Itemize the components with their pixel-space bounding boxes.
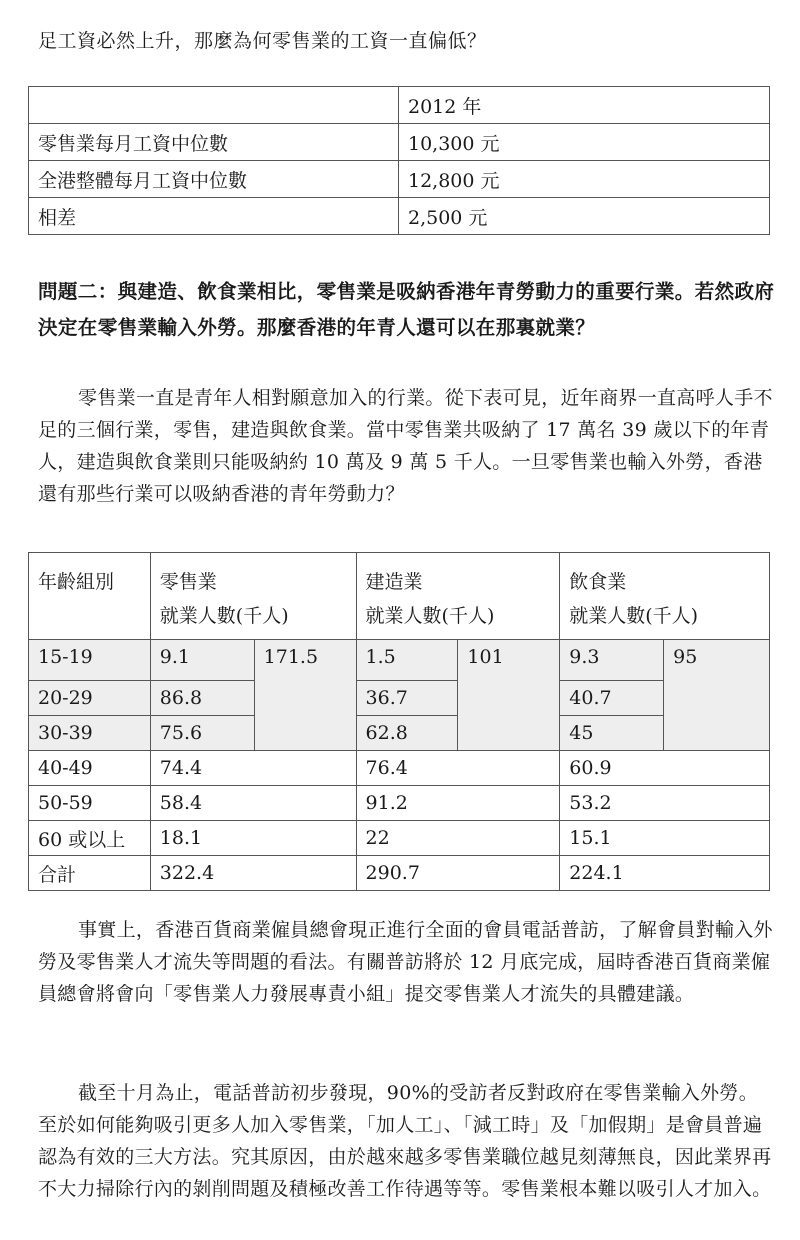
industry-name: 建造業 <box>365 571 423 593</box>
value-cell: 40.7 <box>560 681 664 716</box>
wage-table <box>28 86 770 235</box>
value-cell: 53.2 <box>560 786 770 821</box>
table-row <box>29 124 770 161</box>
age-cell: 30-39 <box>29 716 151 751</box>
table-cell: 零售業每月工資中位數 <box>29 124 399 161</box>
table-row <box>29 161 770 198</box>
age-cell: 50-59 <box>29 786 151 821</box>
value-cell: 74.4 <box>150 751 356 786</box>
table-cell: 12,800 元 <box>399 161 770 198</box>
age-group-header: 年齡組別 <box>29 553 151 640</box>
value-cell: 1.5 <box>356 640 458 681</box>
subtotal-cell: 95 <box>664 640 770 751</box>
table-row <box>29 640 770 681</box>
table-row <box>29 716 770 751</box>
intro-line: 足工資必然上升，那麼為何零售業的工資一直偏低？ <box>38 30 487 52</box>
table-total-row <box>29 856 770 891</box>
subtotal-cell: 101 <box>458 640 560 751</box>
employment-table <box>28 552 770 891</box>
table-cell: 2012 年 <box>399 87 770 124</box>
paragraph-youth-employment: 零售業一直是青年人相對願意加入的行業。從下表可見，近年商界一直高呼人手不足的三個行業，零售，建造與飲食業。當中零售業共吸納了 17 萬名 39 歲以下的年青人，建造與飲食業則只能吸納約 10 萬及 9 萬 5 千人。一旦零售業也輸入外勞，香港還有那些行業可以吸納香港的青年勞動力？ <box>38 387 773 505</box>
table-header-row <box>29 553 770 640</box>
value-cell: 58.4 <box>150 786 356 821</box>
age-cell: 20-29 <box>29 681 151 716</box>
value-cell: 22 <box>356 821 560 856</box>
age-cell: 40-49 <box>29 751 151 786</box>
question-two-heading: 問題二：與建造、飲食業相比，零售業是吸納香港年青勞動力的重要行業。若然政府決定在零售業輸入外勞。那麼香港的年青人還可以在那裏就業？ <box>38 280 775 339</box>
table-cell <box>29 87 399 124</box>
value-cell: 86.8 <box>150 681 254 716</box>
table-row <box>29 681 770 716</box>
industry-header-catering <box>560 553 770 640</box>
paragraph-findings: 截至十月為止，電話普訪初步發現，90%的受訪者反對政府在零售業輸入外勞。至於如何能夠吸引更多人加入零售業，「加人工」、「減工時」及「加假期」是會員普遍認為有效的三大方法。究其原因，由於越來越多零售業職位越見刻薄無良，因此業界再不大力掃除行內的剝削問題及積極改善工作待遇等等。零售業根本難以吸引人才加入。 <box>38 1082 772 1200</box>
table-row <box>29 786 770 821</box>
industry-unit: 就業人數(千人) <box>159 605 289 627</box>
value-cell: 290.7 <box>356 856 560 891</box>
table-row <box>29 821 770 856</box>
table-row <box>29 751 770 786</box>
value-cell: 15.1 <box>560 821 770 856</box>
industry-unit: 就業人數(千人) <box>365 605 495 627</box>
value-cell: 36.7 <box>356 681 458 716</box>
value-cell: 45 <box>560 716 664 751</box>
age-cell: 合計 <box>29 856 151 891</box>
value-cell: 76.4 <box>356 751 560 786</box>
age-cell: 15-19 <box>29 640 151 681</box>
value-cell: 9.3 <box>560 640 664 681</box>
table-cell: 相差 <box>29 198 399 235</box>
table-row <box>29 198 770 235</box>
industry-header-retail <box>150 553 356 640</box>
table-cell: 全港整體每月工資中位數 <box>29 161 399 198</box>
value-cell: 62.8 <box>356 716 458 751</box>
value-cell: 224.1 <box>560 856 770 891</box>
value-cell: 60.9 <box>560 751 770 786</box>
table-cell: 10,300 元 <box>399 124 770 161</box>
value-cell: 18.1 <box>150 821 356 856</box>
subtotal-cell: 171.5 <box>254 640 356 751</box>
value-cell: 9.1 <box>150 640 254 681</box>
table-cell: 2,500 元 <box>399 198 770 235</box>
industry-name: 飲食業 <box>569 571 627 593</box>
industry-name: 零售業 <box>159 571 217 593</box>
value-cell: 75.6 <box>150 716 254 751</box>
table-row <box>29 87 770 124</box>
age-cell: 60 或以上 <box>29 821 151 856</box>
paragraph-survey: 事實上，香港百貨商業僱員總會現正進行全面的會員電話普訪，了解會員對輸入外勞及零售業人才流失等問題的看法。有關普訪將於 12 月底完成，屆時香港百貨商業僱員總會將會向「零售業人力發展專責小組」提交零售業人才流失的具體建議。 <box>38 919 773 1005</box>
industry-unit: 就業人數(千人) <box>569 605 699 627</box>
value-cell: 91.2 <box>356 786 560 821</box>
industry-header-construction <box>356 553 560 640</box>
value-cell: 322.4 <box>150 856 356 891</box>
